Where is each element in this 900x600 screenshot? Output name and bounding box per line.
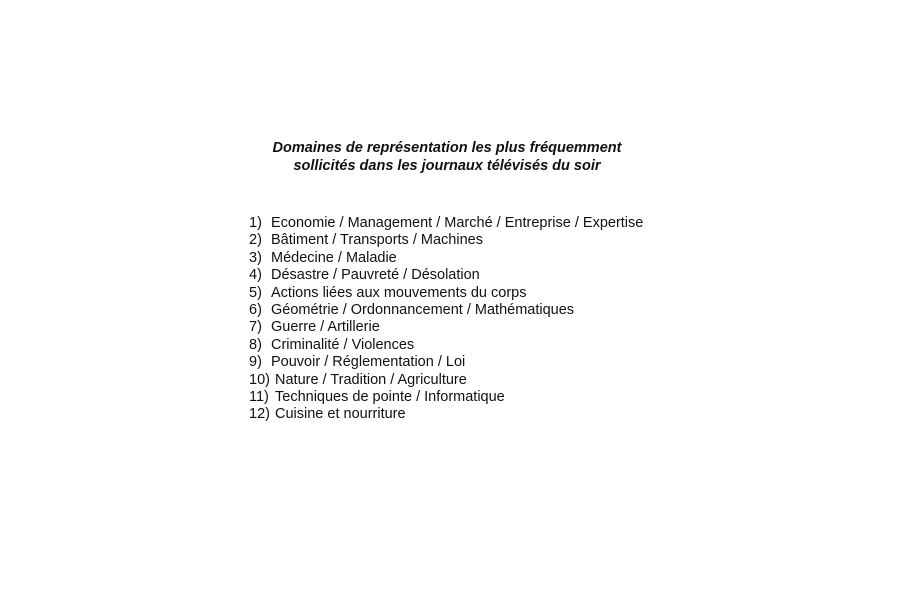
- item-number: 4): [249, 267, 262, 284]
- item-label: Guerre / Artillerie: [271, 319, 380, 336]
- item-label: Actions liées aux mouvements du corps: [271, 284, 527, 301]
- list-item: [249, 354, 643, 371]
- list-item: [249, 319, 643, 336]
- item-label: Désastre / Pauvreté / Désolation: [271, 267, 480, 284]
- item-label: Géométrie / Ordonnancement / Mathématiques: [271, 302, 575, 319]
- item-number: 6): [249, 302, 262, 319]
- item-number: 5): [249, 284, 262, 301]
- item-label: Pouvoir / Réglementation / Loi: [271, 354, 466, 371]
- list-item: [249, 302, 643, 319]
- item-label: Médecine / Maladie: [271, 249, 397, 266]
- item-label: Bâtiment / Transports / Machines: [271, 232, 483, 249]
- item-number: 8): [249, 336, 262, 353]
- item-number: 7): [249, 319, 262, 336]
- list-item: [249, 267, 643, 284]
- item-label: Techniques de pointe / Informatique: [275, 389, 505, 406]
- item-number: 2): [249, 232, 262, 249]
- document-title: [0, 139, 894, 175]
- list-item: [249, 372, 643, 389]
- item-number: 12): [249, 406, 270, 423]
- item-number: 3): [249, 249, 262, 266]
- domains-list: [249, 215, 643, 424]
- list-item: [249, 232, 643, 249]
- item-label: Economie / Management / Marché / Entreprise / Expertise: [271, 215, 644, 231]
- title-line-1: Domaines de représentation les plus fréquemment: [272, 140, 622, 156]
- title-line-2: sollicités dans les journaux télévisés du soir: [293, 158, 601, 174]
- item-number: 10): [249, 371, 270, 388]
- item-label: Criminalité / Violences: [271, 336, 415, 353]
- list-item: [249, 389, 643, 406]
- list-item: [249, 215, 643, 232]
- list-item: [249, 250, 643, 267]
- item-number: 11): [249, 389, 269, 406]
- list-item: [249, 285, 643, 302]
- item-label: Cuisine et nourriture: [275, 406, 406, 423]
- list-item: [249, 406, 643, 423]
- list-item: [249, 337, 643, 354]
- item-number: 9): [249, 354, 262, 371]
- item-number: 1): [249, 215, 262, 231]
- item-label: Nature / Tradition / Agriculture: [275, 371, 467, 388]
